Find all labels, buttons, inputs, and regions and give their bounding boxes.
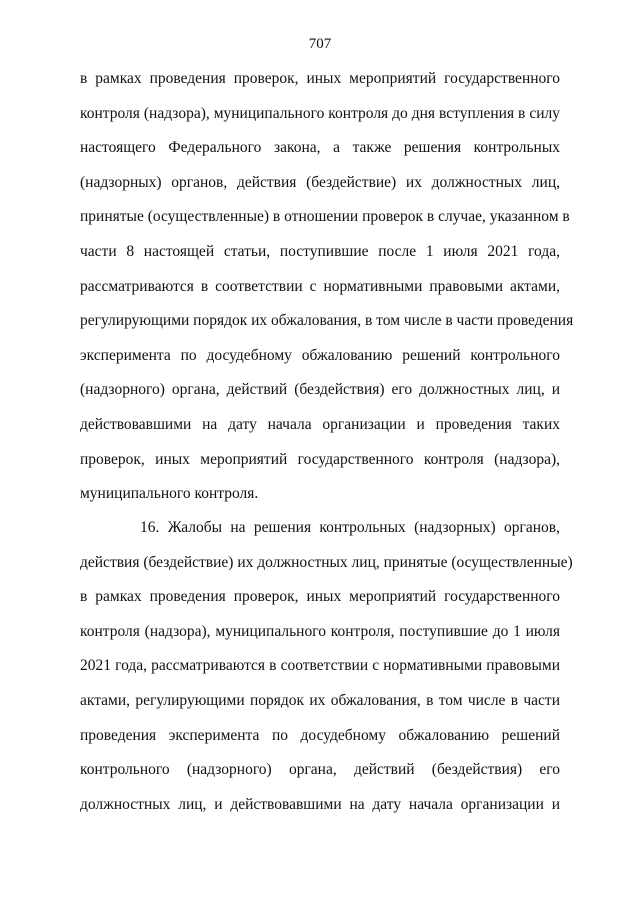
text-line: в рамках проведения проверок, иных мероприятий государственного xyxy=(80,588,560,606)
text-line: настоящего Федерального закона, а также решения контрольных xyxy=(80,139,560,157)
paragraph-continuation xyxy=(80,62,574,512)
text-line: муниципального контроля. xyxy=(80,485,259,503)
text-line: контрольного (надзорного) органа, действий (бездействия) его xyxy=(80,761,560,779)
text-line: действия (бездействие) их должностных лиц, принятые (осуществленные) xyxy=(80,553,573,571)
text-line: актами, регулирующими порядок их обжалования, в том числе в части xyxy=(80,691,560,709)
text-line: (надзорного) органа, действий (бездействия) его должностных лиц, и xyxy=(80,381,560,399)
text-line: проведения эксперимента по досудебному обжалованию решений xyxy=(80,726,560,744)
text-line: регулирующими порядок их обжалования, в том числе в части проведения xyxy=(80,312,574,330)
text-line: принятые (осуществленные) в отношении проверок в случае, указанном в xyxy=(80,208,570,226)
text-line: проверок, иных мероприятий государственного контроля (надзора), xyxy=(80,450,560,468)
text-line: в рамках проведения проверок, иных мероприятий государственного xyxy=(80,70,560,87)
text-line: 2021 года, рассматриваются в соответствии с нормативными правовыми xyxy=(80,657,560,675)
text-line: (надзорных) органов, действия (бездействие) их должностных лиц, xyxy=(80,173,560,191)
page-number: 707 xyxy=(308,36,332,52)
text-line: рассматриваются в соответствии с нормативными правовыми актами, xyxy=(80,277,560,295)
text-line: контроля (надзора), муниципального контроля, поступившие до 1 июля xyxy=(80,622,560,640)
text-line: действовавшими на дату начала организации и проведения таких xyxy=(80,415,560,433)
text-line: должностных лиц, и действовавшими на дату начала организации и xyxy=(80,795,560,813)
text-line: части 8 настоящей статьи, поступившие после 1 июля 2021 года, xyxy=(80,242,560,260)
text-line: контроля (надзора), муниципального контроля до дня вступления в силу xyxy=(80,104,560,122)
text-line: 16. Жалобы на решения контрольных (надзорных) органов, xyxy=(140,519,560,536)
text-line: эксперимента по досудебному обжалованию решений контрольного xyxy=(80,346,560,364)
paragraph-16 xyxy=(80,511,573,822)
